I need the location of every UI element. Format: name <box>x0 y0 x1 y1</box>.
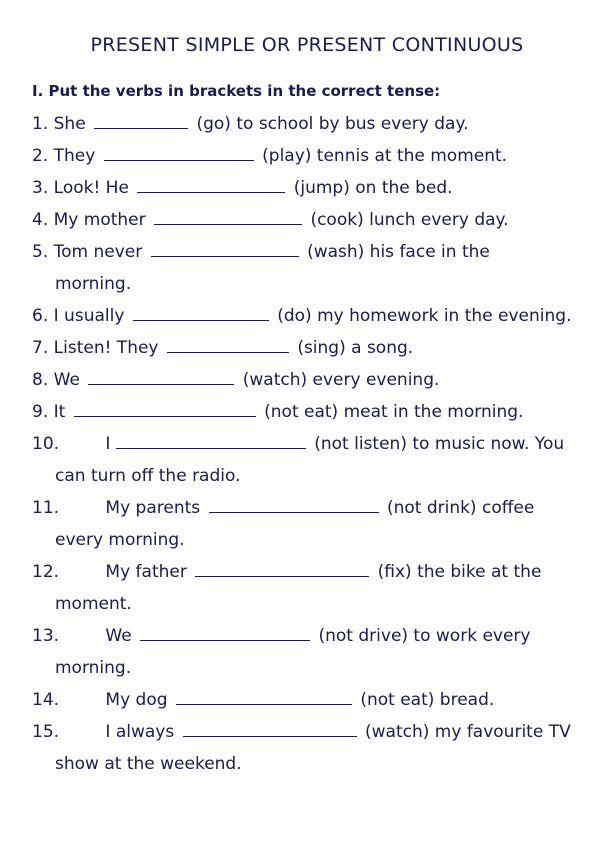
exercise-5-continuation: morning. <box>55 274 132 294</box>
exercise-13 <box>32 626 530 646</box>
exercise-before: Tom never <box>53 242 143 262</box>
exercise-after: (watch) my favourite TV <box>365 722 571 742</box>
exercise-after: (go) to school by bus every day. <box>196 114 469 134</box>
exercise-after: (sing) a song. <box>297 338 414 358</box>
exercise-12-continuation: moment. <box>55 594 132 614</box>
exercise-before: Listen! They <box>53 338 159 358</box>
answer-blank[interactable] <box>74 402 256 417</box>
answer-blank[interactable] <box>176 690 352 705</box>
exercise-number: 8. <box>32 370 49 390</box>
exercise-5 <box>32 242 490 262</box>
exercise-number: 9. <box>32 402 49 422</box>
exercise-13-continuation: morning. <box>55 658 132 678</box>
exercise-4 <box>32 210 509 230</box>
answer-blank[interactable] <box>140 626 310 641</box>
exercise-number: 11. <box>32 498 60 518</box>
answer-blank[interactable] <box>133 306 269 321</box>
exercise-15 <box>32 722 571 742</box>
answer-blank[interactable] <box>104 146 254 161</box>
exercise-before: I <box>105 434 111 454</box>
exercise-number: 12. <box>32 562 60 582</box>
exercise-3 <box>32 178 453 198</box>
exercise-number: 15. <box>32 722 60 742</box>
exercise-before: It <box>53 402 66 422</box>
answer-blank[interactable] <box>137 178 285 193</box>
exercise-after: (cook) lunch every day. <box>310 210 509 230</box>
exercise-after: (not eat) meat in the morning. <box>264 402 524 422</box>
exercise-after: (jump) on the bed. <box>293 178 453 198</box>
exercise-number: 14. <box>32 690 60 710</box>
worksheet-title: PRESENT SIMPLE OR PRESENT CONTINUOUS <box>90 34 524 56</box>
exercise-after: (play) tennis at the moment. <box>262 146 508 166</box>
exercise-after: (not drive) to work every <box>318 626 531 646</box>
exercise-before: My dog <box>105 690 168 710</box>
answer-blank[interactable] <box>94 114 188 129</box>
exercise-after: (do) my homework in the evening. <box>277 306 572 326</box>
answer-blank[interactable] <box>209 498 379 513</box>
answer-blank[interactable] <box>116 434 306 449</box>
exercise-before: Look! He <box>53 178 129 198</box>
exercise-1 <box>32 114 468 134</box>
exercise-number: 13. <box>32 626 60 646</box>
answer-blank[interactable] <box>88 370 234 385</box>
exercise-after: (watch) every evening. <box>242 370 440 390</box>
exercise-number: 4. <box>32 210 49 230</box>
answer-blank[interactable] <box>167 338 289 353</box>
exercise-before: My parents <box>105 498 201 518</box>
answer-blank[interactable] <box>195 562 369 577</box>
answer-blank[interactable] <box>151 242 299 257</box>
exercise-2 <box>32 146 507 166</box>
exercise-14 <box>32 690 494 710</box>
exercise-10-continuation: can turn off the radio. <box>55 466 241 486</box>
exercise-before: They <box>53 146 96 166</box>
exercise-8 <box>32 370 439 390</box>
exercise-number: 1. <box>32 114 49 134</box>
exercise-7 <box>32 338 413 358</box>
exercise-10 <box>32 434 564 454</box>
exercise-number: 2. <box>32 146 49 166</box>
exercise-before: I usually <box>53 306 125 326</box>
exercise-after: (fix) the bike at the <box>377 562 542 582</box>
exercise-number: 7. <box>32 338 49 358</box>
exercise-6 <box>32 306 571 326</box>
exercise-11-continuation: every morning. <box>55 530 185 550</box>
exercise-before: My father <box>105 562 187 582</box>
exercise-9 <box>32 402 523 422</box>
exercise-number: 10. <box>32 434 60 454</box>
exercise-before: I always <box>105 722 175 742</box>
answer-blank[interactable] <box>183 722 357 737</box>
exercise-after: (not listen) to music now. You <box>314 434 565 454</box>
exercise-number: 3. <box>32 178 49 198</box>
exercise-before: My mother <box>53 210 146 230</box>
exercise-15-continuation: show at the weekend. <box>55 754 242 774</box>
exercise-after: (not drink) coffee <box>386 498 535 518</box>
exercise-11 <box>32 498 534 518</box>
exercise-number: 5. <box>32 242 49 262</box>
exercise-before: We <box>53 370 80 390</box>
exercise-12 <box>32 562 541 582</box>
exercise-before: We <box>105 626 132 646</box>
exercise-after: (wash) his face in the <box>307 242 490 262</box>
exercise-number: 6. <box>32 306 49 326</box>
instruction: I. Put the verbs in brackets in the correct tense: <box>32 82 441 100</box>
exercise-before: She <box>53 114 86 134</box>
exercise-after: (not eat) bread. <box>360 690 495 710</box>
answer-blank[interactable] <box>154 210 302 225</box>
